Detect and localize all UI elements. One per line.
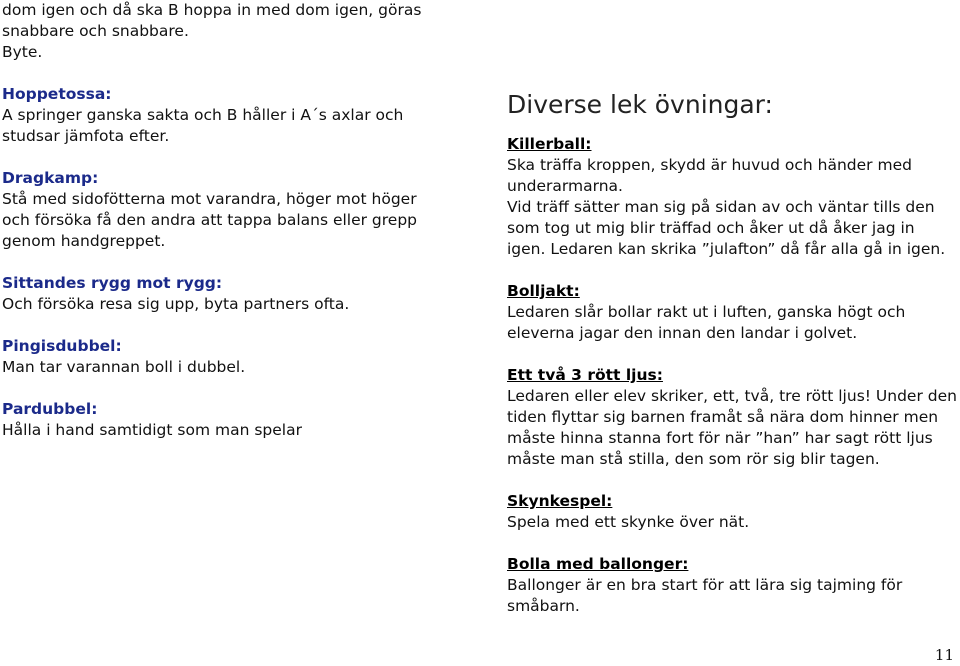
body-line: Ledaren eller elev skriker, ett, två, tre rött ljus! Under den (507, 387, 957, 405)
heading-killerball: Killerball: (507, 135, 592, 153)
body-line: och försöka få den andra att tappa balans eller grepp (2, 211, 418, 229)
heading-pardubbel: Pardubbel: (2, 400, 98, 418)
heading-bolla-ballonger: Bolla med ballonger: (507, 555, 689, 573)
section-dragkamp (2, 168, 472, 252)
body-line: Ska träffa kroppen, skydd är huvud och händer med (507, 156, 912, 174)
body-line: Man tar varannan boll i dubbel. (2, 358, 246, 376)
body-line: eleverna jagar den innan den landar i golvet. (507, 324, 858, 342)
intro-line: Byte. (2, 43, 43, 61)
section-killerball (507, 134, 957, 260)
body-line: A springer ganska sakta och B håller i A´s axlar och (2, 106, 404, 124)
section-sittandes (2, 273, 472, 315)
heading-hoppetossa: Hoppetossa: (2, 85, 112, 103)
section-bolljakt (507, 281, 957, 344)
body-line: småbarn. (507, 597, 580, 615)
body-line: studsar jämfota efter. (2, 127, 170, 145)
body-line: genom handgreppet. (2, 232, 166, 250)
body-line: Ledaren slår bollar rakt ut i luften, ganska högt och (507, 303, 906, 321)
left-column (2, 0, 472, 462)
body-line: Spela med ett skynke över nät. (507, 513, 750, 531)
heading-sittandes: Sittandes rygg mot rygg: (2, 274, 223, 292)
section-bolla-ballonger (507, 554, 957, 617)
body-line: måste hinna stanna fort för när ”han” har sagt rött ljus (507, 429, 933, 447)
heading-ett-tva-tre: Ett två 3 rött ljus: (507, 366, 663, 384)
section-pardubbel (2, 399, 472, 441)
body-line: Vid träff sätter man sig på sidan av och väntar tills den (507, 198, 935, 216)
heading-dragkamp: Dragkamp: (2, 169, 99, 187)
intro-line: dom igen och då ska B hoppa in med dom igen, göras (2, 1, 422, 19)
body-line: Hålla i hand samtidigt som man spelar (2, 421, 302, 439)
intro-line: snabbare och snabbare. (2, 22, 189, 40)
page-number: 11 (934, 646, 954, 664)
intro-paragraph (2, 0, 472, 63)
right-column (507, 90, 957, 638)
body-line: Och försöka resa sig upp, byta partners ofta. (2, 295, 350, 313)
heading-bolljakt: Bolljakt: (507, 282, 580, 300)
body-line: Stå med sidofötterna mot varandra, höger mot höger (2, 190, 417, 208)
section-hoppetossa (2, 84, 472, 147)
body-line: Ballonger är en bra start för att lära sig tajming för (507, 576, 903, 594)
heading-pingisdubbel: Pingisdubbel: (2, 337, 122, 355)
body-line: som tog ut mig blir träffad och åker ut då åker jag in (507, 219, 915, 237)
body-line: tiden flyttar sig barnen framåt så nära dom hinner men (507, 408, 939, 426)
body-line: igen. Ledaren kan skrika ”julafton” då får alla gå in igen. (507, 240, 946, 258)
section-pingisdubbel (2, 336, 472, 378)
section-skynkespel (507, 491, 957, 533)
body-line: underarmarna. (507, 177, 623, 195)
heading-skynkespel: Skynkespel: (507, 492, 613, 510)
body-line: måste man stå stilla, den som rör sig blir tagen. (507, 450, 880, 468)
section-title: Diverse lek övningar: (507, 90, 773, 119)
section-ett-tva-tre (507, 365, 957, 470)
